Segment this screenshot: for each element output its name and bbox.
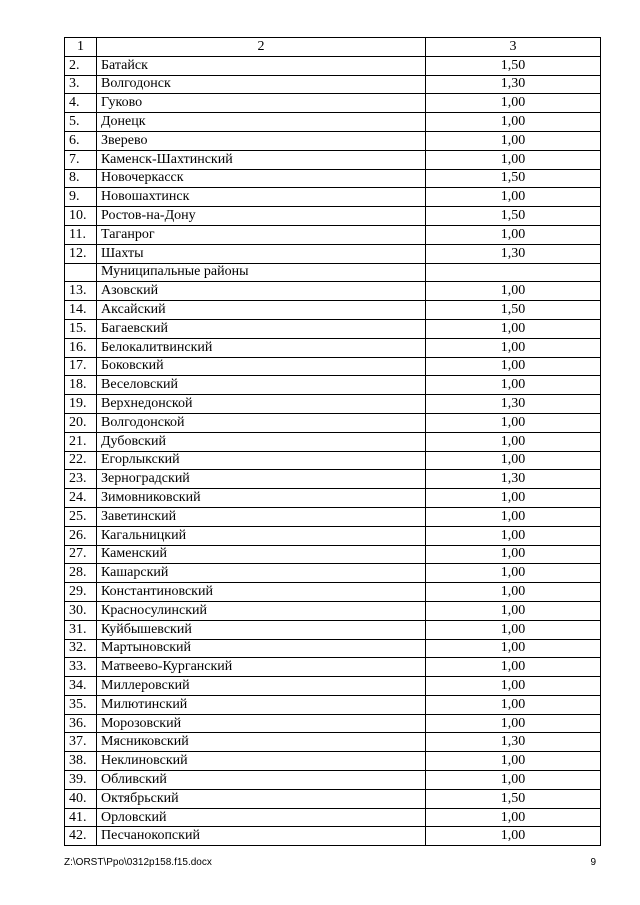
row-name-cell: Заветинский <box>97 507 426 526</box>
row-value-cell: 1,00 <box>426 714 601 733</box>
table-row <box>65 601 601 620</box>
row-name-cell: Азовский <box>97 282 426 301</box>
row-value-cell: 1,00 <box>426 507 601 526</box>
row-name-cell: Багаевский <box>97 319 426 338</box>
table-row <box>65 131 601 150</box>
row-name-cell: Новочеркасск <box>97 169 426 188</box>
row-value-cell: 1,50 <box>426 207 601 226</box>
row-name-cell: Мясниковский <box>97 733 426 752</box>
table-row <box>65 282 601 301</box>
table-row <box>65 338 601 357</box>
row-name-cell: Ростов-на-Дону <box>97 207 426 226</box>
table-row <box>65 225 601 244</box>
row-value-cell: 1,00 <box>426 658 601 677</box>
table-row <box>65 639 601 658</box>
section-row <box>65 263 601 282</box>
table-row <box>65 207 601 226</box>
table-row <box>65 489 601 508</box>
row-number-cell: 30. <box>65 601 97 620</box>
row-name-cell: Гуково <box>97 94 426 113</box>
row-name-cell: Песчанокопский <box>97 827 426 846</box>
table-row <box>65 244 601 263</box>
row-value-cell: 1,00 <box>426 113 601 132</box>
row-number-cell: 33. <box>65 658 97 677</box>
row-name-cell: Аксайский <box>97 301 426 320</box>
row-value-cell: 1,00 <box>426 677 601 696</box>
table-row <box>65 545 601 564</box>
row-name-cell: Орловский <box>97 808 426 827</box>
table-row <box>65 319 601 338</box>
table-row <box>65 564 601 583</box>
row-name-cell: Морозовский <box>97 714 426 733</box>
row-name-cell: Кашарский <box>97 564 426 583</box>
table-row <box>65 677 601 696</box>
row-value-cell: 1,00 <box>426 413 601 432</box>
row-value-cell: 1,00 <box>426 131 601 150</box>
row-name-cell: Новошахтинск <box>97 188 426 207</box>
row-number-cell: 12. <box>65 244 97 263</box>
row-number-cell: 27. <box>65 545 97 564</box>
row-number-cell: 25. <box>65 507 97 526</box>
row-number-cell: 40. <box>65 789 97 808</box>
table-row <box>65 169 601 188</box>
row-value-cell: 1,50 <box>426 789 601 808</box>
row-value-cell: 1,00 <box>426 338 601 357</box>
table-row <box>65 94 601 113</box>
table-row <box>65 150 601 169</box>
row-number-cell: 2. <box>65 56 97 75</box>
row-number-cell: 20. <box>65 413 97 432</box>
row-value-cell: 1,30 <box>426 395 601 414</box>
row-name-cell: Зверево <box>97 131 426 150</box>
row-number-cell: 17. <box>65 357 97 376</box>
table-row <box>65 451 601 470</box>
row-value-cell: 1,30 <box>426 733 601 752</box>
row-number-cell: 9. <box>65 188 97 207</box>
table-row <box>65 113 601 132</box>
row-name-cell: Матвеево-Курганский <box>97 658 426 677</box>
row-name-cell: Волгодонск <box>97 75 426 94</box>
row-value-cell: 1,00 <box>426 564 601 583</box>
table-row <box>65 658 601 677</box>
row-value-cell: 1,50 <box>426 169 601 188</box>
row-name-cell: Красносулинский <box>97 601 426 620</box>
table-row <box>65 827 601 846</box>
row-name-cell: Шахты <box>97 244 426 263</box>
row-number-cell: 14. <box>65 301 97 320</box>
row-name-cell: Куйбышевский <box>97 620 426 639</box>
row-number-cell: 29. <box>65 583 97 602</box>
row-value-cell: 1,00 <box>426 94 601 113</box>
header-cell-col2: 2 <box>97 38 426 57</box>
row-value-cell: 1,00 <box>426 432 601 451</box>
row-number-cell: 22. <box>65 451 97 470</box>
row-value-cell: 1,00 <box>426 319 601 338</box>
row-value-cell: 1,30 <box>426 244 601 263</box>
row-number-cell: 11. <box>65 225 97 244</box>
row-value-cell: 1,00 <box>426 282 601 301</box>
row-number-cell: 15. <box>65 319 97 338</box>
row-name-cell: Мартыновский <box>97 639 426 658</box>
row-number-cell: 7. <box>65 150 97 169</box>
section-value-cell <box>426 263 601 282</box>
row-name-cell: Обливский <box>97 771 426 790</box>
row-value-cell: 1,00 <box>426 526 601 545</box>
row-value-cell: 1,00 <box>426 771 601 790</box>
row-name-cell: Зерноградский <box>97 470 426 489</box>
table-row <box>65 507 601 526</box>
row-number-cell: 41. <box>65 808 97 827</box>
row-name-cell: Миллеровский <box>97 677 426 696</box>
row-number-cell: 42. <box>65 827 97 846</box>
table-row <box>65 620 601 639</box>
table-header-row <box>65 38 601 57</box>
row-name-cell: Верхнедонской <box>97 395 426 414</box>
section-number-cell <box>65 263 97 282</box>
table-row <box>65 470 601 489</box>
row-number-cell: 4. <box>65 94 97 113</box>
header-cell-col1: 1 <box>65 38 97 57</box>
table-body <box>65 38 601 846</box>
row-name-cell: Волгодонской <box>97 413 426 432</box>
footer-page-number: 9 <box>590 857 596 868</box>
row-number-cell: 13. <box>65 282 97 301</box>
table-row <box>65 771 601 790</box>
row-number-cell: 35. <box>65 695 97 714</box>
row-value-cell: 1,00 <box>426 601 601 620</box>
row-value-cell: 1,30 <box>426 470 601 489</box>
row-name-cell: Таганрог <box>97 225 426 244</box>
row-number-cell: 23. <box>65 470 97 489</box>
section-title: Муниципальные районы <box>97 263 426 282</box>
row-value-cell: 1,00 <box>426 188 601 207</box>
row-number-cell: 34. <box>65 677 97 696</box>
row-number-cell: 18. <box>65 376 97 395</box>
table-row <box>65 301 601 320</box>
row-value-cell: 1,00 <box>426 808 601 827</box>
row-number-cell: 19. <box>65 395 97 414</box>
table-row <box>65 413 601 432</box>
row-name-cell: Кагальницкий <box>97 526 426 545</box>
row-name-cell: Милютинский <box>97 695 426 714</box>
row-value-cell: 1,30 <box>426 75 601 94</box>
row-name-cell: Каменск-Шахтинский <box>97 150 426 169</box>
header-cell-col3: 3 <box>426 38 601 57</box>
row-number-cell: 32. <box>65 639 97 658</box>
table-row <box>65 714 601 733</box>
row-value-cell: 1,00 <box>426 752 601 771</box>
row-name-cell: Боковский <box>97 357 426 376</box>
row-value-cell: 1,00 <box>426 827 601 846</box>
row-number-cell: 28. <box>65 564 97 583</box>
table-row <box>65 395 601 414</box>
row-value-cell: 1,00 <box>426 357 601 376</box>
row-name-cell: Октябрьский <box>97 789 426 808</box>
row-value-cell: 1,00 <box>426 225 601 244</box>
table-row <box>65 432 601 451</box>
footer-file-path: Z:\ORST\Ppo\0312p158.f15.docx <box>64 857 212 868</box>
row-value-cell: 1,00 <box>426 583 601 602</box>
row-value-cell: 1,50 <box>426 56 601 75</box>
row-name-cell: Донецк <box>97 113 426 132</box>
row-value-cell: 1,00 <box>426 150 601 169</box>
row-number-cell: 36. <box>65 714 97 733</box>
row-number-cell: 38. <box>65 752 97 771</box>
row-name-cell: Веселовский <box>97 376 426 395</box>
row-number-cell: 31. <box>65 620 97 639</box>
row-number-cell: 3. <box>65 75 97 94</box>
row-number-cell: 21. <box>65 432 97 451</box>
row-value-cell: 1,50 <box>426 301 601 320</box>
row-number-cell: 37. <box>65 733 97 752</box>
row-value-cell: 1,00 <box>426 695 601 714</box>
table-row <box>65 56 601 75</box>
table-row <box>65 733 601 752</box>
table-row <box>65 376 601 395</box>
row-value-cell: 1,00 <box>426 545 601 564</box>
table-row <box>65 695 601 714</box>
table-row <box>65 752 601 771</box>
row-number-cell: 8. <box>65 169 97 188</box>
row-number-cell: 39. <box>65 771 97 790</box>
row-name-cell: Белокалитвинский <box>97 338 426 357</box>
row-number-cell: 5. <box>65 113 97 132</box>
row-name-cell: Каменский <box>97 545 426 564</box>
row-number-cell: 26. <box>65 526 97 545</box>
table-row <box>65 526 601 545</box>
table-row <box>65 75 601 94</box>
row-name-cell: Егорлыкский <box>97 451 426 470</box>
row-number-cell: 10. <box>65 207 97 226</box>
coefficients-table <box>64 37 601 846</box>
row-number-cell: 6. <box>65 131 97 150</box>
table-row <box>65 789 601 808</box>
row-name-cell: Неклиновский <box>97 752 426 771</box>
table-row <box>65 188 601 207</box>
row-number-cell: 16. <box>65 338 97 357</box>
row-name-cell: Зимовниковский <box>97 489 426 508</box>
row-value-cell: 1,00 <box>426 639 601 658</box>
row-value-cell: 1,00 <box>426 451 601 470</box>
row-number-cell: 24. <box>65 489 97 508</box>
row-value-cell: 1,00 <box>426 620 601 639</box>
table-row <box>65 583 601 602</box>
table-row <box>65 357 601 376</box>
row-value-cell: 1,00 <box>426 489 601 508</box>
row-value-cell: 1,00 <box>426 376 601 395</box>
table-row <box>65 808 601 827</box>
row-name-cell: Батайск <box>97 56 426 75</box>
row-name-cell: Константиновский <box>97 583 426 602</box>
row-name-cell: Дубовский <box>97 432 426 451</box>
